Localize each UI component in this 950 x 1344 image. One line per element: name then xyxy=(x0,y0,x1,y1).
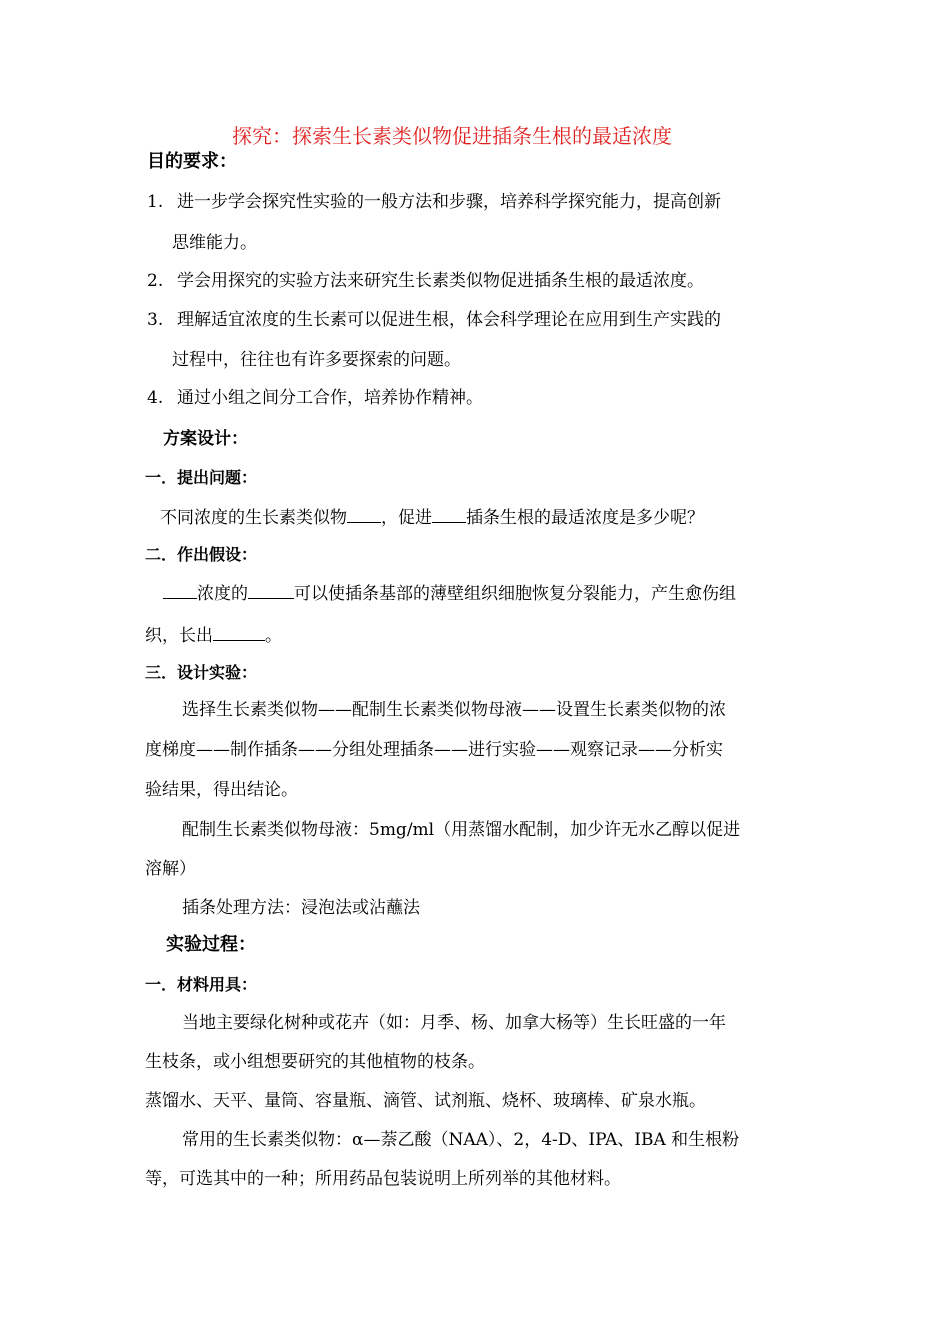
objective-item-4-text: 通过小组之间分工合作，培养协作精神。 xyxy=(177,388,483,408)
experiment-para-1-line-3: 验结果，得出结论。 xyxy=(145,780,298,800)
materials-para-2: 蒸馏水、天平、量筒、容量瓶、滴管、试剂瓶、烧杯、玻璃棒、矿泉水瓶。 xyxy=(145,1091,706,1111)
objective-item-3-number: 3. xyxy=(147,310,164,330)
experiment-heading: 三．设计实验： xyxy=(145,663,258,682)
hypothesis-blank-3 xyxy=(213,622,265,641)
objective-item-3-text: 理解适宜浓度的生长素可以促进生根，体会科学理论在应用到生产实践的 xyxy=(177,310,721,330)
question-blank-1 xyxy=(347,504,381,523)
hypothesis-blank-2 xyxy=(248,580,294,599)
question-part-1: 不同浓度的生长素类似物 xyxy=(160,508,347,528)
objective-item-4-number: 4. xyxy=(147,388,164,408)
materials-para-3-line-1: 常用的生长素类似物：α—萘乙酸（NAA）、2，4-D、IPA、IBA 和生根粉 xyxy=(182,1130,740,1150)
experiment-para-2-line-2: 溶解） xyxy=(145,859,196,879)
materials-para-3-line-2: 等，可选其中的一种；所用药品包装说明上所列举的其他材料。 xyxy=(145,1169,621,1189)
hypothesis-heading: 二．作出假设： xyxy=(145,545,258,564)
hypothesis-part-4: 。 xyxy=(265,626,282,646)
materials-para-1-line-2: 生枝条，或小组想要研究的其他植物的枝条。 xyxy=(145,1052,485,1072)
materials-para-1-line-1: 当地主要绿化树种或花卉（如：月季、杨、加拿大杨等）生长旺盛的一年 xyxy=(182,1013,726,1033)
hypothesis-blank-1 xyxy=(163,580,197,599)
materials-heading: 一．材料用具： xyxy=(145,975,258,994)
hypothesis-part-2: 可以使插条基部的薄壁组织细胞恢复分裂能力，产生愈伤组 xyxy=(294,584,736,604)
question-heading: 一．提出问题： xyxy=(145,468,258,487)
question-blank-2 xyxy=(432,504,466,523)
design-heading: 方案设计： xyxy=(163,429,248,449)
experiment-para-2-line-1: 配制生长素类似物母液：5mg/ml（用蒸馏水配制，加少许无水乙醇以促进 xyxy=(182,820,741,840)
process-heading: 实验过程： xyxy=(166,934,256,955)
hypothesis-text-cont xyxy=(145,622,282,648)
hypothesis-part-1: 浓度的 xyxy=(197,584,248,604)
objective-item-1-number: 1. xyxy=(147,192,164,212)
objective-item-1-text-cont: 思维能力。 xyxy=(172,233,257,253)
question-part-2: ，促进 xyxy=(381,508,432,528)
objective-item-3-text-cont: 过程中，往往也有许多要探索的问题。 xyxy=(172,350,461,370)
document-title: 探究：探索生长素类似物促进插条生根的最适浓度 xyxy=(232,124,672,148)
question-part-3: 插条生根的最适浓度是多少呢？ xyxy=(466,508,704,528)
experiment-para-1-line-1: 选择生长素类似物——配制生长素类似物母液——设置生长素类似物的浓 xyxy=(182,700,726,720)
objective-item-1-text: 进一步学会探究性实验的一般方法和步骤，培养科学探究能力，提高创新 xyxy=(177,192,721,212)
experiment-para-3: 插条处理方法：浸泡法或沾蘸法 xyxy=(182,898,420,918)
objective-item-2-text: 学会用探究的实验方法来研究生长素类似物促进插条生根的最适浓度。 xyxy=(177,271,704,291)
hypothesis-text xyxy=(163,580,736,606)
objectives-heading: 目的要求： xyxy=(147,151,237,172)
objective-item-2-number: 2. xyxy=(147,271,164,291)
experiment-para-1-line-2: 度梯度——制作插条——分组处理插条——进行实验——观察记录——分析实 xyxy=(145,740,723,760)
hypothesis-part-3: 织，长出 xyxy=(145,626,213,646)
question-text xyxy=(160,504,704,530)
